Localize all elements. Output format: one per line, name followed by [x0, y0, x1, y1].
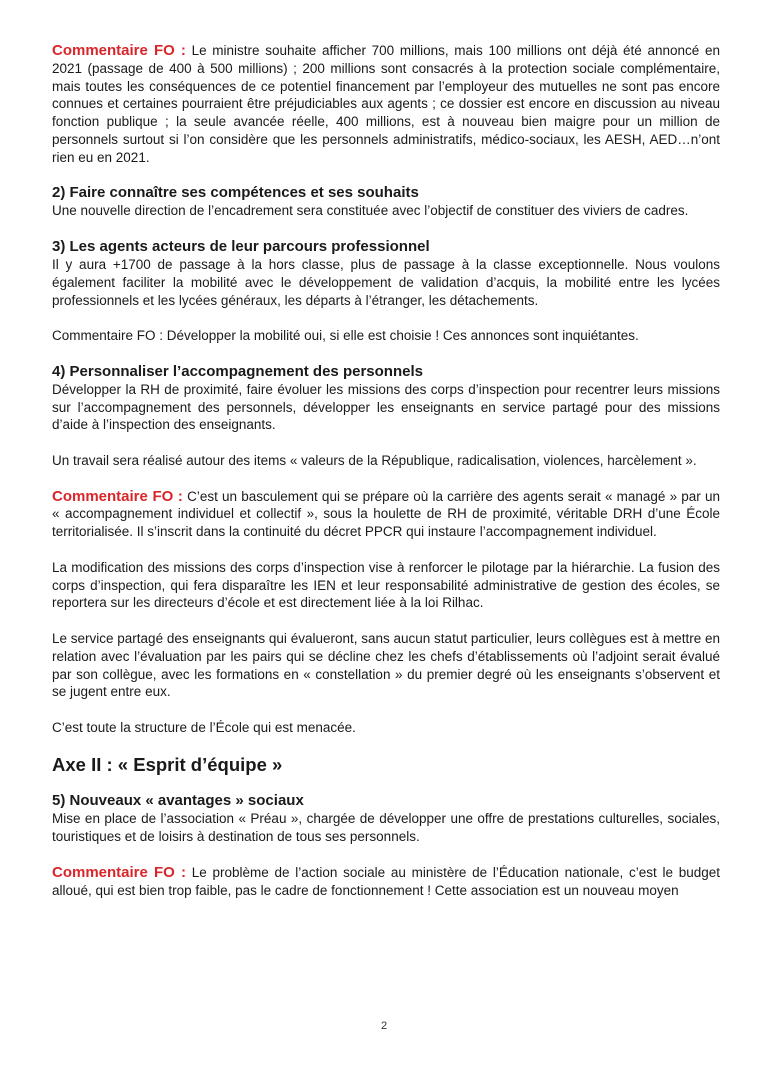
paragraph-s4: Développer la RH de proximité, faire évoluer les missions des corps d’inspection pour recentrer leurs missions sur l’accompagnement des personnels, développer les enseignants en service partagé pour des missions d’aide à l’inspection des enseignants. — [52, 381, 720, 433]
comment-label: Commentaire FO : — [52, 863, 187, 881]
paragraph-s3-comment: Commentaire FO : Développer la mobilité oui, si elle est choisie ! Ces annonces sont inquiétantes. — [52, 328, 639, 344]
paragraph-inspection: La modification des missions des corps d’inspection vise à renforcer le pilotage par la hiérarchie. La fusion des corps d’inspection, qui fera disparaître les IEN et leur responsabilité administrative de gestion des écoles, se reportera sur les directeurs d’école et est directement liée à la loi Rilhac. — [52, 559, 720, 611]
paragraph-s4-items: Un travail sera réalisé autour des items « valeurs de la République, radicalisation, violences, harcèlement ». — [52, 452, 697, 468]
paragraph-comment-action-sociale — [52, 864, 720, 900]
section-heading-4: 4) Personnaliser l’accompagnement des personnels — [52, 362, 423, 380]
paragraph-text: Le problème de l’action sociale au ministère de l’Éducation nationale, c’est le budget alloué, qui est bien trop faible, pas le cadre de fonctionnement ! Cette association est un nouveau moyen — [52, 864, 720, 898]
paragraph-service-partage: Le service partagé des enseignants qui évalueront, sans aucun statut particulier, leurs collègues est à mettre en relation avec l’évaluation par les pairs qui se décline chez les chefs d’établissements où l’adjoint serait évalué par son collègue, avec les formations en « constellation » du premier degré où les enseignants s’observent et se jugent entre eux. — [52, 630, 720, 700]
paragraph-text: C’est un basculement qui se prépare où la carrière des agents serait « managé » par un « accompagnement individuel et collectif », sous la houlette de RH de proximité, véritable DRH d’une École territorialisée. Il s’inscrit dans la continuité du décret PPCR qui instaure l’accompagnement individuel. — [52, 488, 720, 540]
paragraph-comment-budget — [52, 42, 720, 167]
comment-label: Commentaire FO : — [52, 487, 183, 505]
section-heading-3: 3) Les agents acteurs de leur parcours professionnel — [52, 237, 430, 255]
paragraph-structure: C’est toute la structure de l’École qui est menacée. — [52, 719, 356, 735]
section-heading-2: 2) Faire connaître ses compétences et ses souhaits — [52, 184, 419, 202]
comment-label: Commentaire FO : — [52, 42, 186, 59]
paragraph-text: Le ministre souhaite afficher 700 millions, mais 100 millions ont déjà été annoncé en 2021 (passage de 400 à 500 millions) ; 200 millions sont consacrés à la protection sociale complémentaire, mais toutes les conséquences de ce potentiel financement par l’employeur des mutuelles ne sont pas encore connues et certaines pourraient être préjudiciables aux agents ; ce dossier est encore en discussion au niveau fonction publique ; la seule avancée réelle, 400 millions, est à nouveau bien maigre pour un million de personnels surtout si l’on considère que les personnels administratifs, médico-sociaux, les AESH, AED…n’ont rien eu en 2021. — [52, 43, 720, 165]
paragraph-s3: Il y aura +1700 de passage à la hors classe, plus de passage à la classe exceptionnelle. Nous voulons également faciliter la mobilité avec le développement de validation d’acquis, la mobilité entre les lycées professionnels et les lycées généraux, les départs à l’étranger, les détachements. — [52, 256, 720, 308]
paragraph-s2: Une nouvelle direction de l’encadrement sera constituée avec l’objectif de constituer des viviers de cadres. — [52, 203, 689, 219]
document-page — [52, 42, 720, 899]
axe-heading: Axe II : « Esprit d’équipe » — [52, 754, 283, 776]
section-heading-5: 5) Nouveaux « avantages » sociaux — [52, 792, 304, 810]
paragraph-comment-basculement — [52, 488, 720, 541]
page-number: 2 — [380, 1020, 388, 1032]
paragraph-s5: Mise en place de l’association « Préau », chargée de développer une offre de prestations culturelles, sociales, touristiques et de loisirs à destination de tous ses personnels. — [52, 811, 720, 845]
